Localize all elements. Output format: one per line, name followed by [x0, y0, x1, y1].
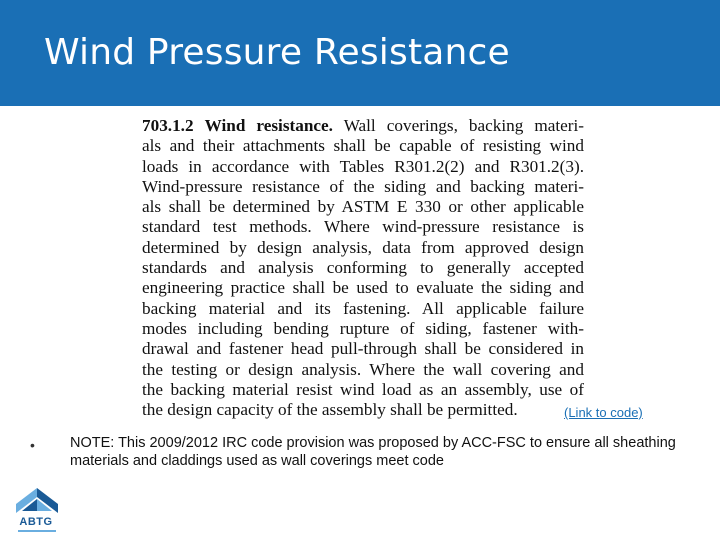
code-line: standard test methods. Where wind-pressure resistance is: [142, 217, 584, 237]
code-section-number: 703.1.2: [142, 116, 194, 135]
code-line: drawal and fastener head pull-through shall be considered in: [142, 339, 584, 359]
slide-title: Wind Pressure Resistance: [44, 32, 510, 73]
code-line: loads in accordance with Tables R301.2(2) and R301.2(3).: [142, 156, 584, 176]
code-line-text: Wall coverings, backing materi-: [343, 116, 584, 135]
code-line: backing material and its fastening. All applicable failure: [142, 298, 584, 318]
code-line: standards and analysis conforming to generally accepted: [142, 258, 584, 278]
code-line: als shall be determined by ASTM E 330 or other applicable: [142, 197, 584, 217]
code-line: [142, 116, 584, 136]
note-text: NOTE: This 2009/2012 IRC code provision was proposed by ACC-FSC to ensure all sheathing materials and claddings used as wall coverings meet code: [70, 435, 676, 469]
abtg-logo-icon: [8, 486, 66, 536]
link-to-code[interactable]: (Link to code): [564, 405, 643, 420]
code-line: the design capacity of the assembly shall be permitted.: [142, 400, 518, 420]
code-excerpt: [142, 116, 584, 420]
logo-text: ABTG: [19, 516, 53, 528]
code-line: modes including bending rupture of siding, fastener with-: [142, 318, 584, 338]
title-bar: [0, 0, 720, 106]
code-line: als and their attachments shall be capable of resisting wind: [142, 136, 584, 156]
code-line: Wind-pressure resistance of the siding and backing materi-: [142, 176, 584, 196]
code-line: the testing or design analysis. Where the wall covering and: [142, 359, 584, 379]
code-section-heading: Wind resistance.: [204, 116, 333, 135]
code-line: determined by design analysis, data from approved design: [142, 237, 584, 257]
code-line: engineering practice shall be used to evaluate the siding and: [142, 278, 584, 298]
bullet-icon: •: [30, 437, 35, 453]
code-line: the backing material resist wind load as an assembly, use of: [142, 379, 584, 399]
